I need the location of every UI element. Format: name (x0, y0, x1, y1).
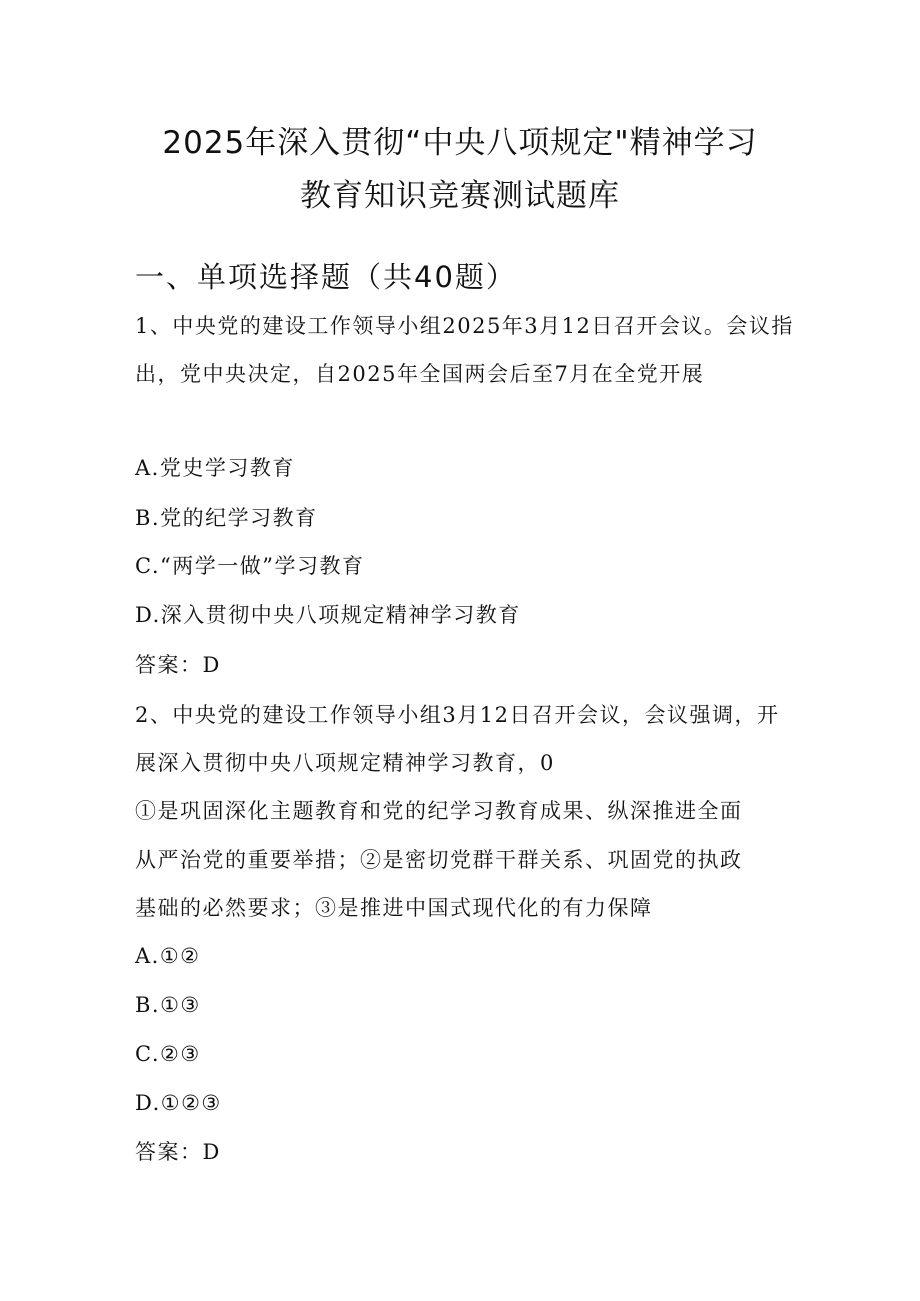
question-2-option-c: C.②③ (135, 1042, 201, 1066)
question-2-option-a: A.①② (135, 944, 201, 968)
question-2-stem-line-2: 展深入贯彻中央八项规定精神学习教育，0 (135, 751, 555, 775)
question-2-stem-line-3: ①是巩固深化主题教育和党的纪学习教育成果、纵深推进全面 (135, 799, 743, 823)
document-title-line-2: 教育知识竞赛测试题库 (300, 178, 620, 214)
question-1-answer: 答案：D (135, 653, 221, 677)
question-1-option-a: A.党史学习教育 (135, 456, 295, 480)
question-1-stem-line-2: 出，党中央决定，自2025年全国两会后至7月在全党开展 (135, 362, 705, 386)
question-2-stem-line-1: 2、中央党的建设工作领导小组3月12日召开会议，会议强调，开 (135, 703, 780, 727)
document-title-line-1: 2025年深入贯彻“中央八项规定"精神学习 (162, 125, 758, 161)
question-1-option-b: B.党的纪学习教育 (135, 506, 318, 530)
question-2-stem-line-4: 从严治党的重要举措；②是密切党群干群关系、巩固党的执政 (135, 848, 743, 872)
question-1-option-c: C.“两学一做”学习教育 (135, 554, 365, 578)
question-2-option-d: D.①②③ (135, 1091, 222, 1115)
question-1-option-d: D.深入贯彻中央八项规定精神学习教育 (135, 603, 521, 627)
question-1-stem-line-1: 1、中央党的建设工作领导小组2025年3月12日召开会议。会议指 (135, 314, 794, 338)
section-heading: 一、单项选择题（共40题） (135, 260, 517, 294)
question-2-stem-line-5: 基础的必然要求；③是推进中国式现代化的有力保障 (135, 896, 653, 920)
question-2-option-b: B.①③ (135, 993, 201, 1017)
question-2-answer: 答案：D (135, 1140, 221, 1164)
